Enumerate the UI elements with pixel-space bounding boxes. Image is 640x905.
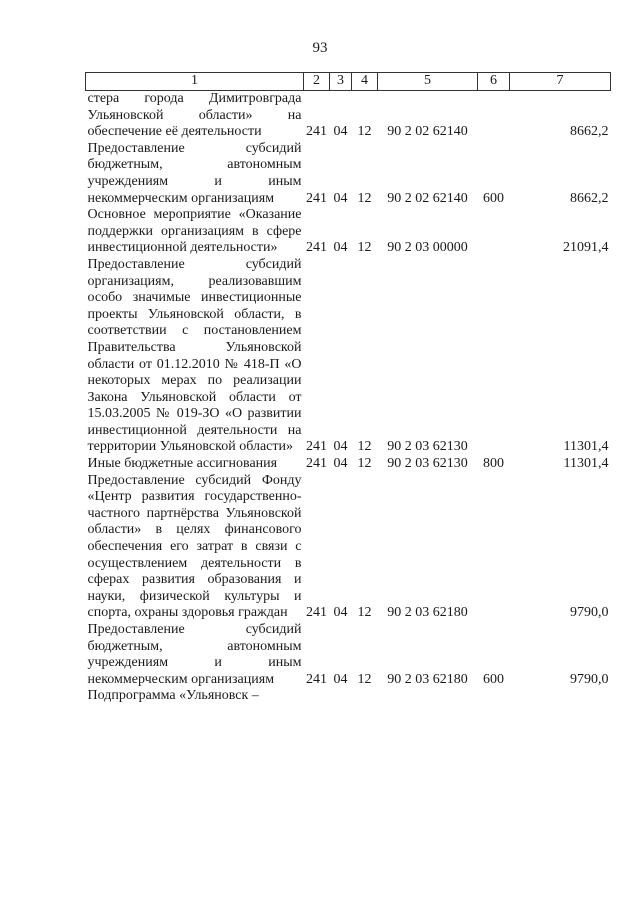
target-article-cell: 90 2 03 62130 [387,456,468,472]
column-header: 3 [330,73,352,91]
table-row [86,688,611,705]
section-code-cell: 04 [333,456,348,472]
description-cell: Основное мероприятие «Оказание поддержки организациям в сфере инвестиционной деятельности» [87,207,302,256]
expense-type-cell: 600 [483,190,504,206]
ministry-code-cell: 241 [306,439,327,455]
ministry-code-cell: 241 [306,190,327,206]
ministry-code-cell [304,688,330,705]
ministry-code-cell: 241 [306,124,327,140]
amount-cell [510,688,611,705]
target-article-cell: 90 2 03 00000 [387,240,468,256]
section-code-cell: 04 [333,439,348,455]
table-row [86,141,611,207]
description-cell: стера города Димитровграда Ульяновской области» на обеспечение её деятельности [87,91,302,140]
description-cell: Предоставление субсидий Фонду «Центр развития государственно-частного партнёрства Ульяновской области» в целях финансового обеспечения его затрат в связи с осуществлением деятельности в сферах развития образования и науки, физической культуры и спорта, охраны здоровья граждан [87,472,302,621]
subsection-code-cell: 12 [357,240,372,256]
expense-type-cell [478,257,510,456]
amount-cell: 8662,2 [570,124,609,140]
subsection-code-cell: 12 [357,190,372,206]
table-row [86,456,611,473]
expense-type-cell [478,688,510,705]
subsection-code-cell: 12 [357,124,372,140]
expense-type-cell: 800 [483,456,504,472]
section-code-cell: 04 [333,240,348,256]
ministry-code-cell: 241 [306,671,327,687]
subsection-code-cell [352,688,378,705]
amount-cell: 9790,0 [570,671,609,687]
section-code-cell: 04 [333,605,348,621]
description-cell: Предоставление субсидий организациям, реализовавшим особо значимые инвестиционные проекты Ульяновской области, в соответствии с постановлением Правительства Ульяновской области от 01.12.2010 № 418-П «О некоторых мерах по реализации Закона Ульяновской области от 15.03.2005 № 019-ЗО «О развитии инвестиционной деятельности на территории Ульяновской области» [87,256,302,455]
expense-type-cell [478,91,510,141]
section-code-cell [330,688,352,705]
subsection-code-cell: 12 [357,439,372,455]
column-header: 2 [304,73,330,91]
amount-cell: 9790,0 [570,605,609,621]
amount-cell: 8662,2 [570,190,609,206]
target-article-cell: 90 2 03 62130 [387,439,468,455]
target-article-cell: 90 2 03 62180 [387,605,468,621]
table-row [86,622,611,688]
amount-cell: 11301,4 [563,456,609,472]
column-header: 4 [352,73,378,91]
expense-type-cell [478,207,510,257]
description-cell: Иные бюджетные ассигнования [87,456,278,472]
description-cell: Подпрограмма «Ульяновск – [87,688,259,704]
table-row [86,207,611,257]
subsection-code-cell: 12 [357,456,372,472]
description-cell: Предоставление субсидий бюджетным, автономным учреждениям и иным некоммерческим организациям [87,622,302,687]
section-code-cell: 04 [333,190,348,206]
table-header-row [86,73,611,91]
description-cell: Предоставление субсидий бюджетным, автономным учреждениям и иным некоммерческим организациям [87,140,302,206]
subsection-code-cell: 12 [357,671,372,687]
target-article-cell [378,688,478,705]
column-header: 5 [378,73,478,91]
amount-cell: 21091,4 [563,240,609,256]
amount-cell: 11301,4 [563,439,609,455]
ministry-code-cell: 241 [306,240,327,256]
table-row [86,257,611,456]
table-row [86,473,611,622]
section-code-cell: 04 [333,124,348,140]
ministry-code-cell: 241 [306,456,327,472]
expense-type-cell [478,473,510,622]
target-article-cell: 90 2 02 62140 [387,124,468,140]
target-article-cell: 90 2 03 62180 [387,671,468,687]
section-code-cell: 04 [333,671,348,687]
column-header: 7 [510,73,611,91]
expense-type-cell: 600 [483,671,504,687]
subsection-code-cell: 12 [357,605,372,621]
column-header: 6 [478,73,510,91]
budget-table [85,72,611,705]
table-row [86,91,611,141]
ministry-code-cell: 241 [306,605,327,621]
table-body [86,91,611,705]
page-number: 93 [312,40,328,56]
column-header: 1 [86,73,304,91]
target-article-cell: 90 2 02 62140 [387,190,468,206]
